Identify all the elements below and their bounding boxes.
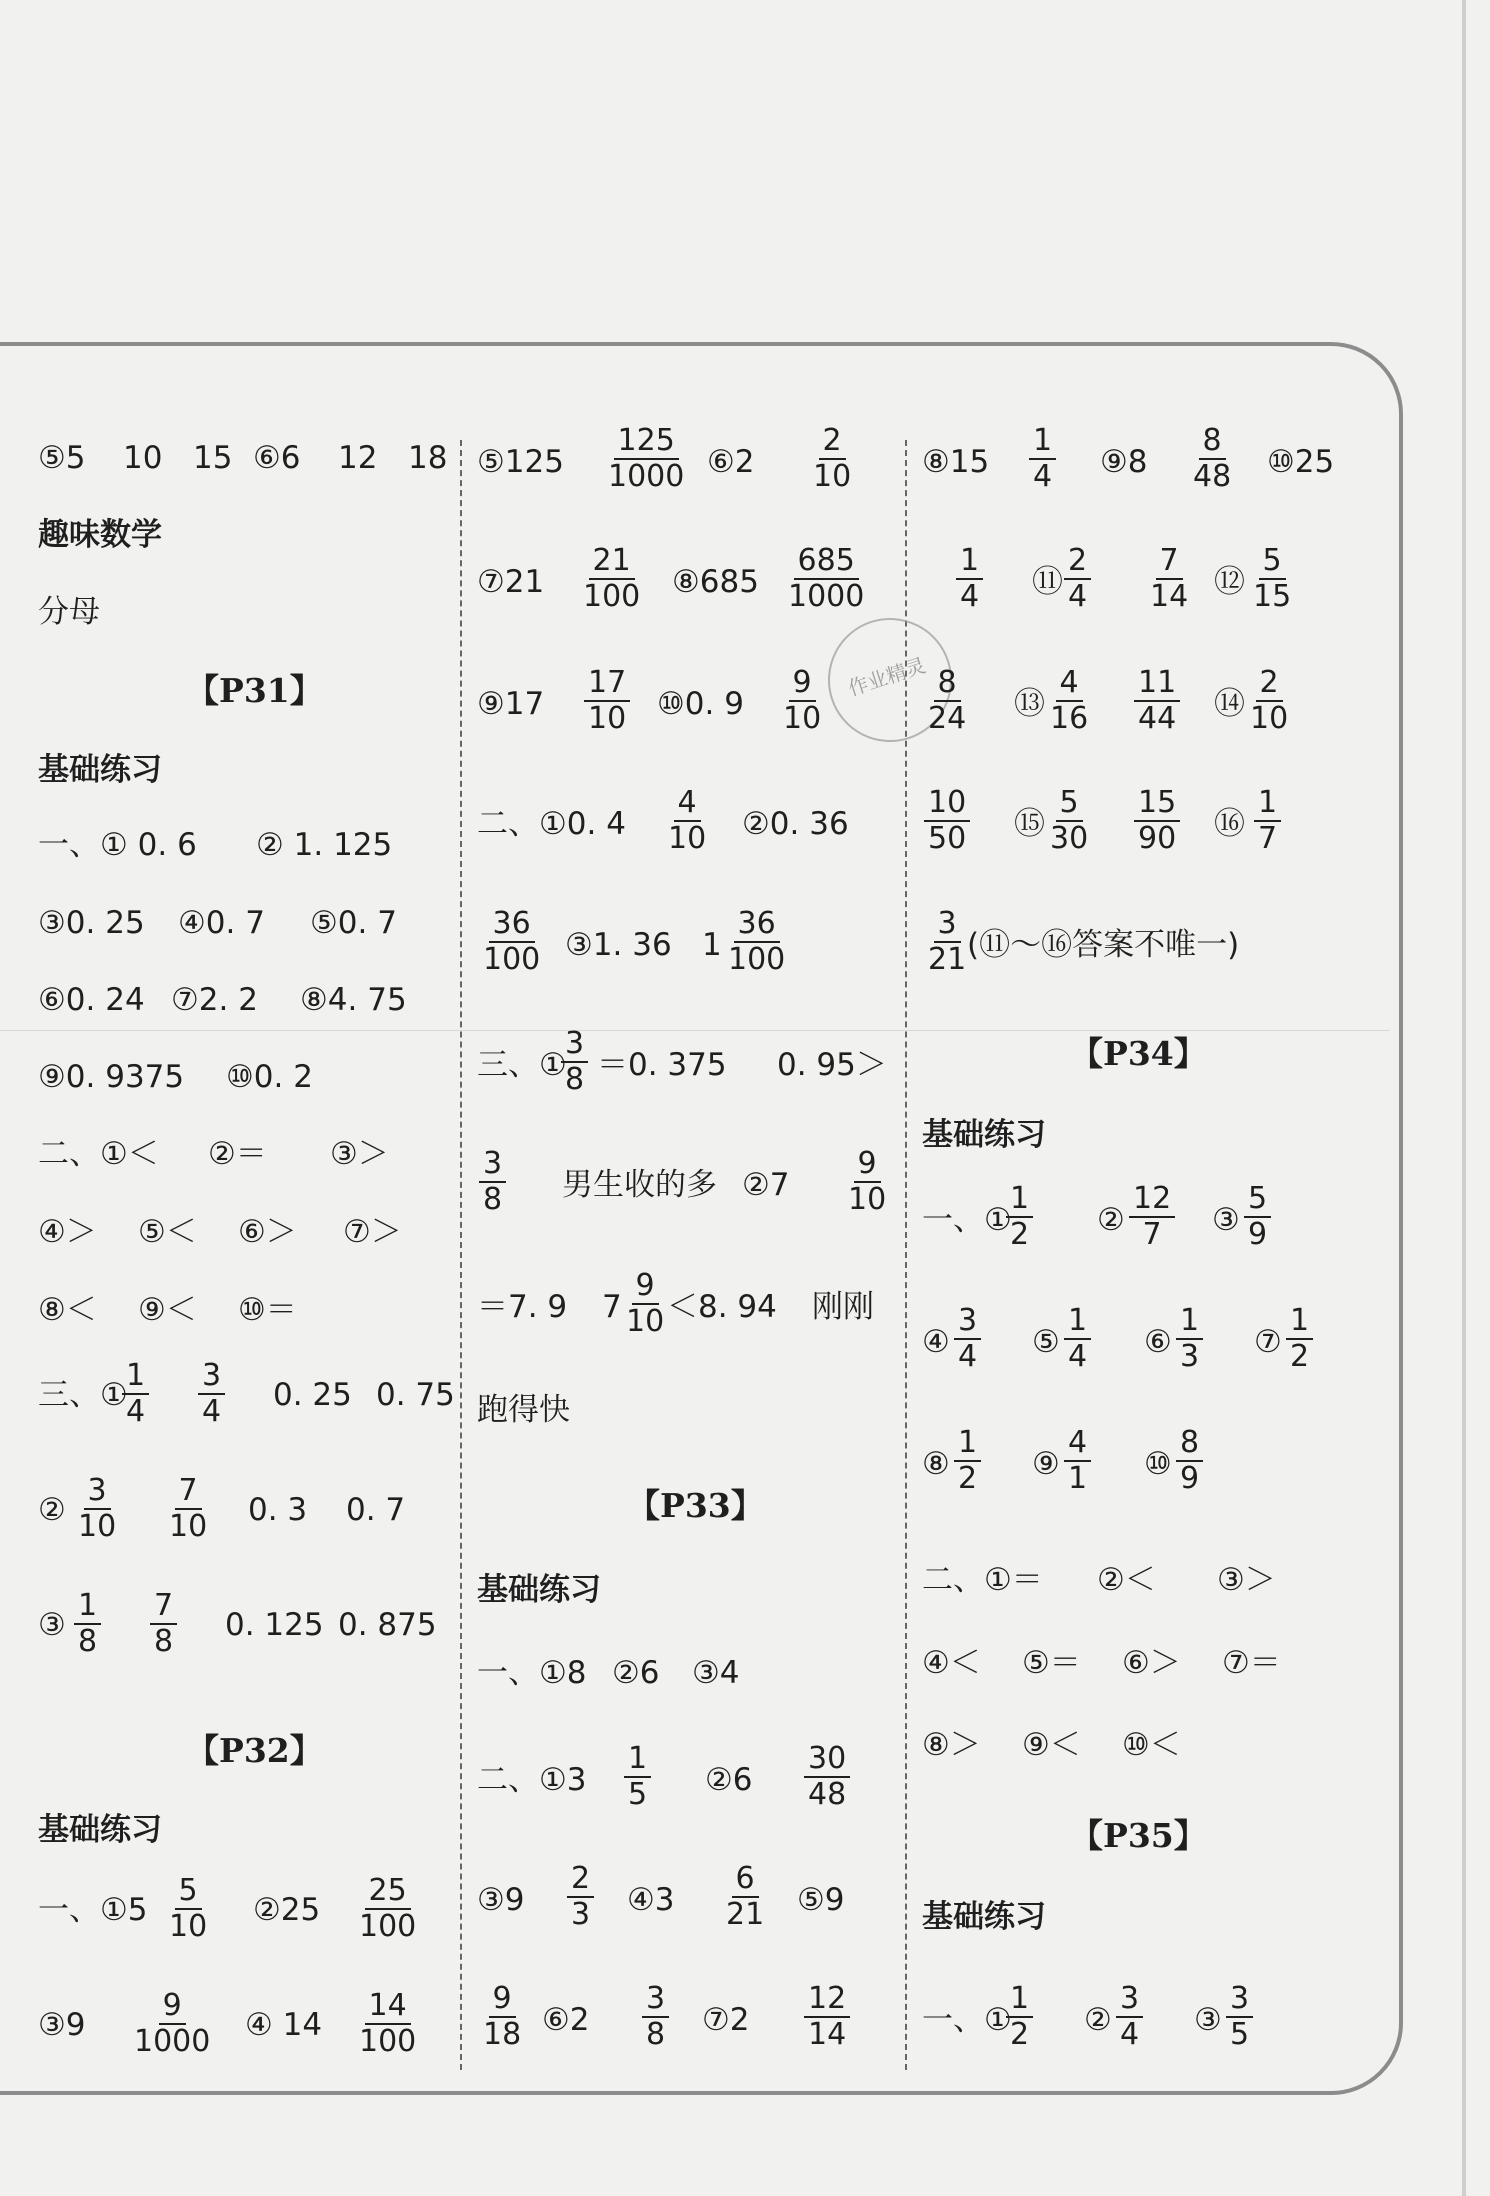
numerator: 10 <box>924 786 970 822</box>
answer-text: ⑥0. 24 <box>38 982 145 1018</box>
answer-text: ⑤＜ <box>138 1214 197 1250</box>
fraction <box>622 1269 668 1339</box>
fraction <box>1246 666 1292 736</box>
fraction <box>804 1982 850 2052</box>
fraction <box>1249 544 1295 614</box>
denominator: 48 <box>1193 459 1232 494</box>
answer-text: ⑦2 <box>702 2002 750 2038</box>
answer-text: ⑭ <box>1214 686 1245 722</box>
answer-text: ②6 <box>705 1762 753 1798</box>
denominator: 24 <box>928 701 967 736</box>
answer-text: ③ <box>1194 2002 1222 2038</box>
numerator: 1 <box>956 544 983 580</box>
denominator: 5 <box>628 1777 648 1812</box>
fraction <box>1064 1426 1091 1496</box>
fraction <box>779 666 825 736</box>
numerator: 3 <box>84 1474 111 1510</box>
answer-text: ②7 <box>742 1167 790 1203</box>
fraction <box>1134 786 1180 856</box>
numerator: 4 <box>1056 666 1083 702</box>
answer-text: ④ 14 <box>245 2007 323 2043</box>
denominator: 21 <box>928 942 967 977</box>
answer-text: ⑨0. 9375 <box>38 1059 185 1095</box>
numerator: 21 <box>589 544 635 580</box>
answer-text: 18 <box>408 440 448 476</box>
fraction <box>954 1304 981 1374</box>
answer-text: ③9 <box>38 2007 86 2043</box>
numerator: 2 <box>819 424 846 460</box>
fraction <box>479 1982 525 2052</box>
answer-text: ④＞ <box>38 1214 97 1250</box>
fraction <box>1064 1304 1091 1374</box>
answer-text: ②0. 36 <box>742 806 849 842</box>
fraction <box>1254 786 1281 856</box>
numerator: 1 <box>954 1426 981 1462</box>
denominator: 2 <box>958 1461 978 1496</box>
page-title: 【P34】 <box>1070 1034 1207 1073</box>
denominator: 10 <box>169 1509 208 1544</box>
numerator: 3 <box>1116 1982 1143 2018</box>
numerator: 685 <box>794 544 859 580</box>
fraction <box>956 544 983 614</box>
fraction <box>844 1147 890 1217</box>
answer-text: 0. 25 <box>273 1377 352 1413</box>
fraction <box>809 424 855 494</box>
fraction <box>624 1742 651 1812</box>
denominator: 8 <box>646 2017 666 2052</box>
denominator: 3 <box>1180 1339 1200 1374</box>
denominator: 100 <box>359 2024 417 2059</box>
numerator: 2 <box>1256 666 1283 702</box>
numerator: 9 <box>489 1982 516 2018</box>
answer-text: ③1. 36 <box>565 927 672 963</box>
fraction <box>1176 1304 1203 1374</box>
numerator: 3 <box>1226 1982 1253 2018</box>
answer-text: ②6 <box>612 1655 660 1691</box>
fraction <box>1116 1982 1143 2052</box>
numerator: 1 <box>1176 1304 1203 1340</box>
denominator: 4 <box>202 1394 222 1429</box>
denominator: 4 <box>1033 459 1053 494</box>
numerator: 1 <box>1006 1982 1033 2018</box>
fraction <box>954 1426 981 1496</box>
answer-text: ⑤5 <box>38 440 86 476</box>
answer-text: ③＞ <box>1217 1562 1276 1598</box>
denominator: 100 <box>359 1909 417 1944</box>
numerator: 7 <box>1156 544 1183 580</box>
answer-text: ⑧4. 75 <box>300 982 407 1018</box>
fraction <box>1006 1982 1033 2052</box>
denominator: 50 <box>928 821 967 856</box>
numerator: 25 <box>365 1874 411 1910</box>
numerator: 12 <box>1129 1182 1175 1218</box>
fraction <box>664 786 710 856</box>
numerator: 5 <box>175 1874 202 1910</box>
denominator: 10 <box>169 1909 208 1944</box>
answer-text: ⑦＞ <box>343 1214 402 1250</box>
answer-text: ⑧＜ <box>38 1292 97 1328</box>
numerator: 9 <box>789 666 816 702</box>
answer-text: ⑥6 <box>253 440 301 476</box>
answer-text: ⑦2. 2 <box>171 982 258 1018</box>
fraction <box>122 1359 149 1429</box>
fraction <box>479 907 544 977</box>
fraction <box>584 666 630 736</box>
numerator: 30 <box>804 1742 850 1778</box>
answer-text: 一、① 0. 6 <box>38 827 197 863</box>
answer-text: 三、① <box>477 1047 567 1083</box>
answer-text: ③ <box>38 1607 66 1643</box>
answer-text: ④0. 7 <box>178 905 265 941</box>
denominator: 8 <box>565 1062 585 1097</box>
denominator: 14 <box>1150 579 1189 614</box>
denominator: 4 <box>126 1394 146 1429</box>
fraction <box>579 544 644 614</box>
fraction <box>561 1027 588 1097</box>
numerator: 17 <box>584 666 630 702</box>
answer-text: ④＜ <box>922 1645 981 1681</box>
fraction <box>924 907 970 977</box>
answer-text: ③ <box>1212 1202 1240 1238</box>
numerator: 1 <box>1254 786 1281 822</box>
answer-text: ⑧685 <box>672 564 759 600</box>
page-title: 【P33】 <box>627 1486 764 1525</box>
numerator: 4 <box>674 786 701 822</box>
answer-text: 0. 3 <box>248 1492 308 1528</box>
denominator: 100 <box>583 579 641 614</box>
numerator: 3 <box>934 907 961 943</box>
fraction <box>924 786 970 856</box>
section-heading: 基础练习 <box>38 752 162 788</box>
answer-text: ⑤125 <box>477 444 564 480</box>
denominator: 8 <box>154 1624 174 1659</box>
answer-text: 跑得快 <box>477 1392 570 1428</box>
numerator: 36 <box>734 907 780 943</box>
denominator: 10 <box>813 459 852 494</box>
numerator: 15 <box>1134 786 1180 822</box>
answer-text: ⑤0. 7 <box>310 905 397 941</box>
answer-text: 二、①＝ <box>922 1562 1043 1598</box>
denominator: 30 <box>1050 821 1089 856</box>
answer-text: ⑬ <box>1014 686 1045 722</box>
numerator: 8 <box>1176 1426 1203 1462</box>
answer-text: ⑤＝ <box>1022 1645 1081 1681</box>
fraction <box>74 1589 101 1659</box>
numerator: 3 <box>954 1304 981 1340</box>
numerator: 14 <box>365 1989 411 2025</box>
answer-text: ⑦＝ <box>1222 1645 1281 1681</box>
fraction <box>567 1862 594 1932</box>
denominator: 15 <box>1253 579 1292 614</box>
numerator: 4 <box>1064 1426 1091 1462</box>
denominator: 10 <box>668 821 707 856</box>
denominator: 1 <box>1068 1461 1088 1496</box>
fraction <box>1176 1426 1203 1496</box>
answer-text: ⑩0. 9 <box>657 686 744 722</box>
fraction <box>1029 424 1056 494</box>
answer-text: ⑩ <box>1144 1446 1172 1482</box>
fraction <box>479 1147 506 1217</box>
answer-text: ④ <box>922 1324 950 1360</box>
answer-text: 10 <box>123 440 163 476</box>
numerator: 6 <box>732 1862 759 1898</box>
fraction <box>355 1989 420 2059</box>
answer-text: 二、①＜ <box>38 1136 159 1172</box>
denominator: 8 <box>483 1182 503 1217</box>
numerator: 125 <box>614 424 679 460</box>
answer-text: ④3 <box>627 1882 675 1918</box>
fraction <box>1046 666 1092 736</box>
answer-text: ⑩＝ <box>238 1292 297 1328</box>
fraction <box>165 1874 211 1944</box>
answer-text: 0. 875 <box>338 1607 437 1643</box>
column-divider <box>460 440 462 2070</box>
numerator: 1 <box>1006 1182 1033 1218</box>
denominator: 100 <box>728 942 786 977</box>
answer-text: ⑥2 <box>707 444 755 480</box>
section-heading: 趣味数学 <box>38 517 162 553</box>
numerator: 8 <box>934 666 961 702</box>
answer-text: ⑥＞ <box>238 1214 297 1250</box>
fraction <box>1226 1982 1253 2052</box>
page-title: 【P32】 <box>186 1731 323 1770</box>
answer-text: 分母 <box>38 594 100 630</box>
answer-text: ⑩＜ <box>1122 1727 1181 1763</box>
denominator: 3 <box>571 1897 591 1932</box>
answer-text: ⑪ <box>1032 564 1063 600</box>
numerator: 3 <box>198 1359 225 1395</box>
section-heading: 基础练习 <box>477 1572 601 1608</box>
denominator: 9 <box>1180 1461 1200 1496</box>
answer-text: 一、① <box>922 2002 1012 2038</box>
denominator: 9 <box>1248 1217 1268 1252</box>
numerator: 1 <box>122 1359 149 1395</box>
numerator: 8 <box>1199 424 1226 460</box>
fraction <box>1064 544 1091 614</box>
answer-text: ⑧15 <box>922 444 990 480</box>
fraction <box>198 1359 225 1429</box>
answer-text: ⑥ <box>1144 1324 1172 1360</box>
answer-text: ＝0. 375 <box>597 1047 727 1083</box>
fraction <box>130 1989 214 2059</box>
denominator: 10 <box>848 1182 887 1217</box>
answer-text: 一、①5 <box>38 1892 148 1928</box>
denominator: 4 <box>958 1339 978 1374</box>
page-edge <box>1462 0 1466 2196</box>
answer-text: ⑥2 <box>542 2002 590 2038</box>
answer-text: ⑨＜ <box>1022 1727 1081 1763</box>
answer-text: ⑨＜ <box>138 1292 197 1328</box>
denominator: 1000 <box>788 579 865 614</box>
answer-text: (⑪～⑯答案不唯一) <box>967 927 1240 963</box>
answer-text: 刚刚 <box>812 1289 874 1325</box>
answer-text: ⑨8 <box>1100 444 1148 480</box>
denominator: 90 <box>1138 821 1177 856</box>
answer-text: 0. 95＞ <box>777 1047 887 1083</box>
answer-text: 男生收的多 <box>562 1167 717 1203</box>
fraction <box>642 1982 669 2052</box>
numerator: 36 <box>489 907 535 943</box>
answer-text: ②＜ <box>1097 1562 1156 1598</box>
answer-text: ⑤9 <box>797 1882 845 1918</box>
numerator: 1 <box>74 1589 101 1625</box>
denominator: 4 <box>1068 579 1088 614</box>
fraction <box>1129 1182 1175 1252</box>
answer-text: 一、①8 <box>477 1655 587 1691</box>
answer-text: ② <box>1097 1202 1125 1238</box>
denominator: 7 <box>1142 1217 1162 1252</box>
fraction <box>355 1874 420 1944</box>
answer-text: ⑧ <box>922 1446 950 1482</box>
numerator: 3 <box>642 1982 669 2018</box>
fraction <box>924 666 970 736</box>
fraction <box>1146 544 1192 614</box>
denominator: 48 <box>808 1777 847 1812</box>
section-heading: 基础练习 <box>922 1117 1046 1153</box>
denominator: 10 <box>588 701 627 736</box>
answer-text: ⑮ <box>1014 806 1045 842</box>
denominator: 1000 <box>134 2024 211 2059</box>
answer-text: 1 <box>702 927 722 963</box>
answer-text: ⑦ <box>1254 1324 1282 1360</box>
denominator: 10 <box>1250 701 1289 736</box>
denominator: 4 <box>1120 2017 1140 2052</box>
denominator: 8 <box>78 1624 98 1659</box>
section-heading: 基础练习 <box>922 1899 1046 1935</box>
numerator: 1 <box>1286 1304 1313 1340</box>
denominator: 4 <box>1068 1339 1088 1374</box>
denominator: 10 <box>626 1304 665 1339</box>
denominator: 2 <box>1010 2017 1030 2052</box>
fraction <box>804 1742 850 1812</box>
numerator: 1 <box>1064 1304 1091 1340</box>
answer-text: ③9 <box>477 1882 525 1918</box>
answer-text: ⑩25 <box>1267 444 1335 480</box>
denominator: 4 <box>960 579 980 614</box>
answer-text: 12 <box>338 440 378 476</box>
answer-text: 二、①3 <box>477 1762 587 1798</box>
answer-text: 二、①0. 4 <box>477 806 626 842</box>
fraction <box>1134 666 1180 736</box>
fraction <box>165 1474 211 1544</box>
denominator: 18 <box>483 2017 522 2052</box>
numerator: 3 <box>479 1147 506 1183</box>
numerator: 5 <box>1259 544 1286 580</box>
answer-text: ②＝ <box>208 1136 267 1172</box>
fraction <box>1286 1304 1313 1374</box>
fraction <box>1244 1182 1271 1252</box>
answer-text: ③0. 25 <box>38 905 145 941</box>
denominator: 14 <box>808 2017 847 2052</box>
fraction <box>1046 786 1092 856</box>
denominator: 2 <box>1290 1339 1310 1374</box>
answer-text: ② <box>1084 2002 1112 2038</box>
answer-text: 0. 7 <box>346 1492 406 1528</box>
answer-text: ③4 <box>692 1655 740 1691</box>
answer-text: 0. 125 <box>225 1607 324 1643</box>
numerator: 7 <box>150 1589 177 1625</box>
answer-text: 一、① <box>922 1202 1012 1238</box>
denominator: 10 <box>78 1509 117 1544</box>
answer-text: ⑯ <box>1214 806 1245 842</box>
denominator: 21 <box>726 1897 765 1932</box>
numerator: 9 <box>854 1147 881 1183</box>
answer-text: ⑥＞ <box>1122 1645 1181 1681</box>
answer-text: ⑤ <box>1032 1324 1060 1360</box>
numerator: 5 <box>1244 1182 1271 1218</box>
fraction <box>784 544 868 614</box>
numerator: 2 <box>567 1862 594 1898</box>
stamp-text: 作业精灵 <box>845 653 929 701</box>
denominator: 5 <box>1230 2017 1250 2052</box>
answer-text: 0. 75 <box>376 1377 455 1413</box>
fraction <box>1006 1182 1033 1252</box>
page-title: 【P35】 <box>1070 1816 1207 1855</box>
answer-text: ⑩0. 2 <box>226 1059 313 1095</box>
numerator: 9 <box>632 1269 659 1305</box>
fraction <box>1189 424 1235 494</box>
answer-text: ＝7. 9 <box>477 1289 568 1325</box>
page-title: 【P31】 <box>186 671 323 710</box>
answer-text: ＜8. 94 <box>667 1289 777 1325</box>
answer-text: ② <box>38 1492 66 1528</box>
answer-text: ⑨ <box>1032 1446 1060 1482</box>
fraction <box>604 424 688 494</box>
numerator: 11 <box>1134 666 1180 702</box>
fraction <box>724 907 789 977</box>
answer-text: ⑧＞ <box>922 1727 981 1763</box>
denominator: 100 <box>483 942 541 977</box>
denominator: 10 <box>783 701 822 736</box>
answer-text: 7 <box>602 1289 622 1325</box>
denominator: 2 <box>1010 1217 1030 1252</box>
fraction <box>722 1862 768 1932</box>
section-heading: 基础练习 <box>38 1812 162 1848</box>
answer-text: ⑦21 <box>477 564 545 600</box>
denominator: 44 <box>1138 701 1177 736</box>
numerator: 9 <box>159 1989 186 2025</box>
answer-text: ②25 <box>253 1892 321 1928</box>
denominator: 16 <box>1050 701 1089 736</box>
fraction <box>150 1589 177 1659</box>
answer-text: ⑫ <box>1214 564 1245 600</box>
fraction <box>74 1474 120 1544</box>
numerator: 5 <box>1056 786 1083 822</box>
numerator: 3 <box>561 1027 588 1063</box>
answer-text: 15 <box>193 440 233 476</box>
numerator: 12 <box>804 1982 850 2018</box>
answer-text: 三、① <box>38 1377 128 1413</box>
denominator: 7 <box>1258 821 1278 856</box>
answer-text: ⑨17 <box>477 686 545 722</box>
numerator: 1 <box>1029 424 1056 460</box>
denominator: 1000 <box>608 459 685 494</box>
answer-text: ③＞ <box>330 1136 389 1172</box>
answer-text: ② 1. 125 <box>256 827 393 863</box>
numerator: 2 <box>1064 544 1091 580</box>
numerator: 1 <box>624 1742 651 1778</box>
numerator: 7 <box>175 1474 202 1510</box>
